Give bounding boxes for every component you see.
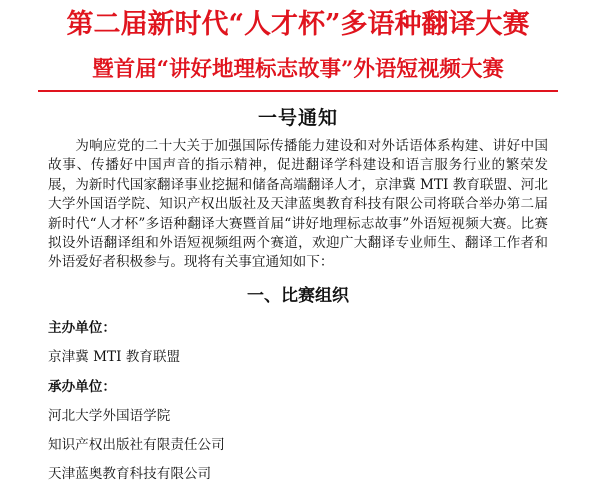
organizer-label: 承办单位：	[48, 378, 116, 395]
host-item: 京津冀 MTI 教育联盟	[48, 348, 181, 365]
intro-paragraph: 为响应党的二十大关于加强国际传播能力建设和对外话语体系构建、讲好中国故事、传播好中国声音的指示精神，促进翻译学科建设和语言服务行业的繁荣发展，为新时代国家翻译事业挖掘和储备高端翻译人才，京津冀 MTI 教育联盟、河北大学外国语学院、知识产权出版社及天津蓝奥教育科技有限公司将联合举办第二届新时代“人才杯”多语种翻译大赛暨首届“讲好地理标志故事”外语短视频大赛。比赛拟设外语翻译组和外语短视频组两个赛道，欢迎广大翻译专业师生、翻译工作者和外语爱好者积极参与。现将有关事宜通知如下：	[48, 138, 548, 271]
notice-title: 一号通知	[257, 107, 338, 129]
contest-title: 第二届新时代“人才杯”多语种翻译大赛	[66, 9, 530, 40]
host-label: 主办单位：	[48, 319, 116, 336]
organizer-item: 知识产权出版社有限责任公司	[48, 436, 225, 453]
contest-subtitle: 暨首届“讲好地理标志故事”外语短视频大赛	[92, 57, 504, 82]
red-divider-line	[38, 90, 558, 92]
organizer-item: 天津蓝奥教育科技有限公司	[48, 465, 212, 482]
organizer-item: 河北大学外国语学院	[48, 407, 171, 424]
section-title-organization: 一、比赛组织	[247, 285, 349, 306]
